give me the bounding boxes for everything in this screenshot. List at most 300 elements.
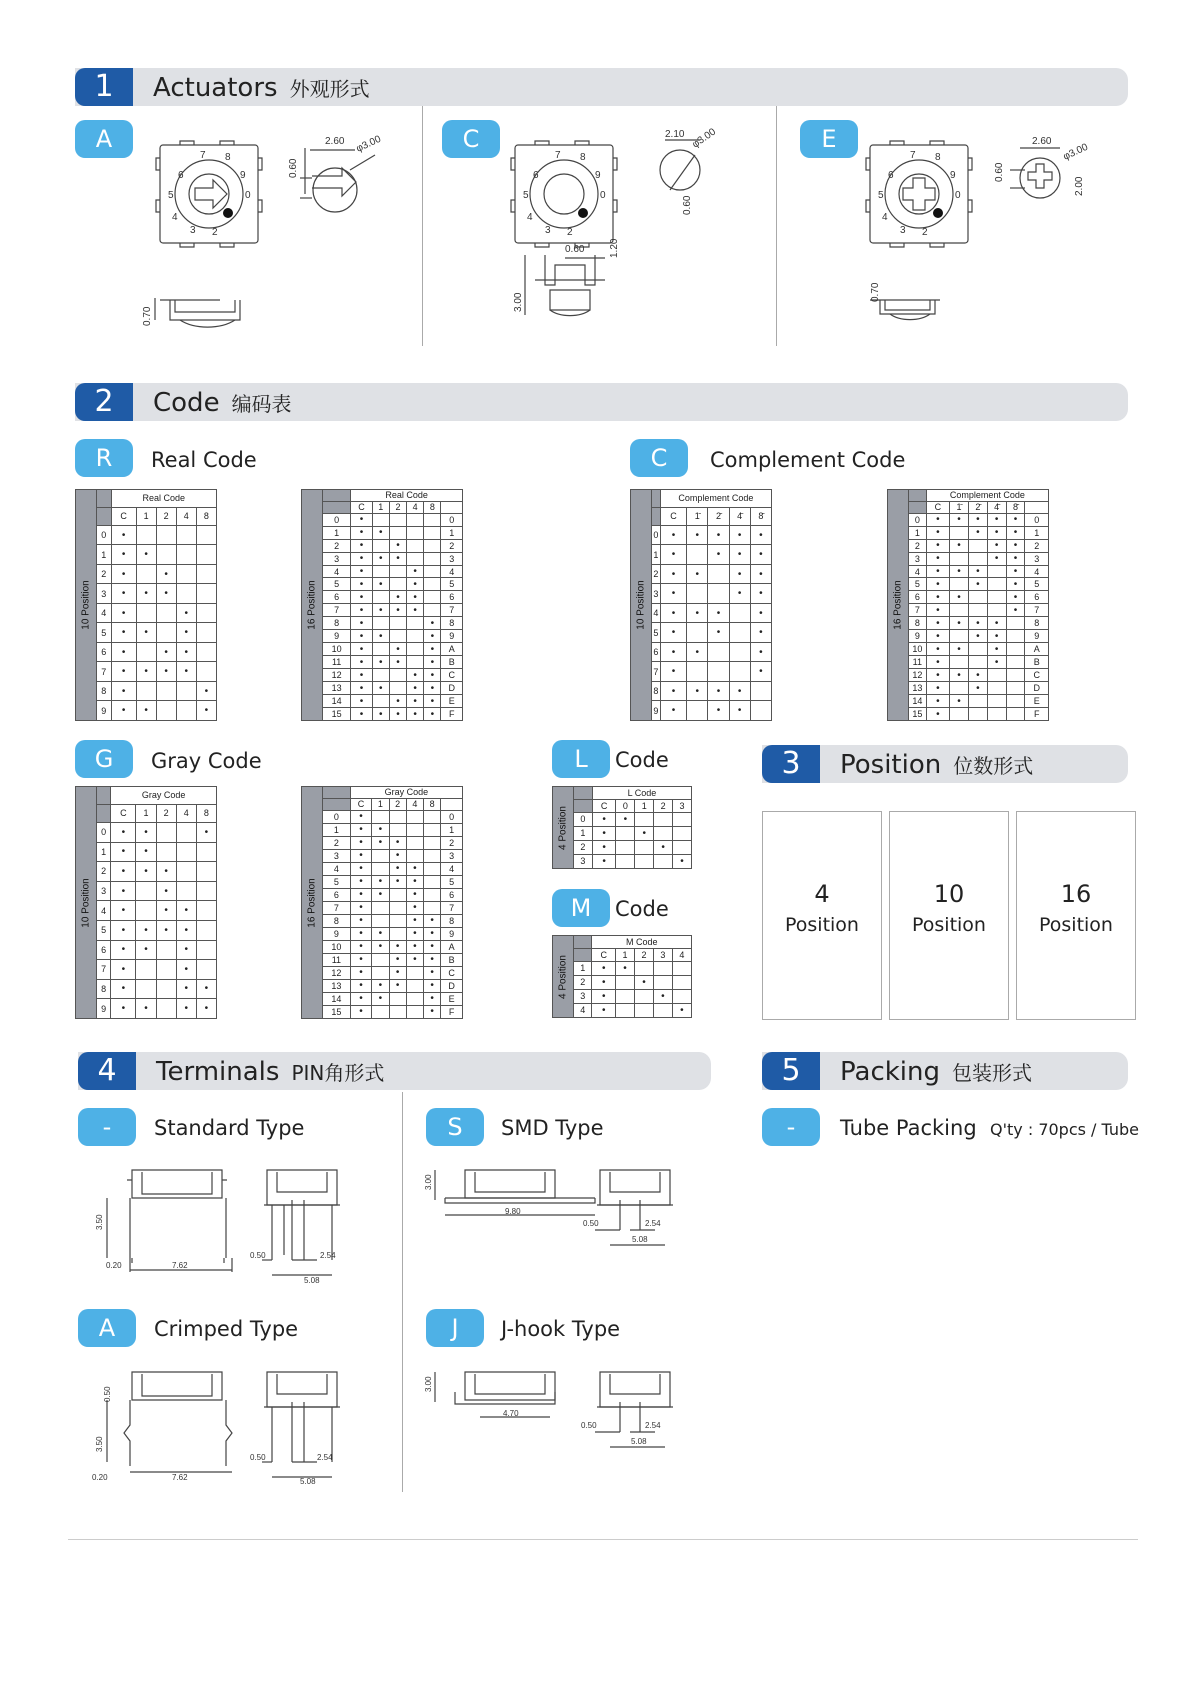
code-cell: •: [372, 656, 389, 669]
code-cell: •: [406, 953, 423, 966]
code-cell: •: [926, 656, 949, 669]
row-label: 14: [323, 992, 351, 1005]
code-cell: [156, 979, 176, 999]
column-header: 3: [653, 948, 672, 961]
row-label: 5: [97, 920, 111, 940]
code-cell: •: [1006, 526, 1025, 539]
code-cell: •: [156, 920, 176, 940]
code-cell: [372, 914, 389, 927]
row-label: 7: [909, 604, 927, 617]
code-cell: [389, 669, 406, 682]
code-cell: [372, 810, 389, 823]
code-cell: •: [968, 617, 987, 630]
code-cell: •: [407, 708, 424, 721]
standard-type-drawing: [92, 1160, 372, 1285]
svg-text:0: 0: [600, 190, 606, 201]
code-cell: •: [987, 552, 1006, 565]
section-5-header: [762, 1052, 1128, 1090]
row-label: 8: [909, 617, 927, 630]
code-cell: [987, 604, 1006, 617]
row-label: 10: [323, 643, 351, 656]
code-cell: •: [968, 669, 987, 682]
row-label: 1: [574, 961, 592, 975]
code-cell: •: [176, 940, 196, 960]
code-cell: [372, 695, 389, 708]
row-hex-label: E: [441, 695, 463, 708]
table-title: Complement Code: [926, 490, 1048, 502]
column-header: 2: [654, 799, 673, 812]
divider: [402, 1092, 403, 1492]
code-cell: [407, 656, 424, 669]
code-cell: •: [111, 525, 136, 545]
code-cell: •: [156, 901, 176, 921]
code-cell: •: [196, 701, 216, 721]
code-cell: •: [708, 681, 729, 701]
code-cell: [136, 901, 156, 921]
code-cell: •: [750, 623, 771, 643]
code-cell: •: [687, 642, 708, 662]
row-label: 9: [323, 630, 351, 643]
code-cell: [423, 888, 440, 901]
code-cell: [406, 966, 423, 979]
code-cell: •: [654, 840, 673, 854]
row-label: 11: [323, 953, 351, 966]
code-cell: •: [111, 901, 136, 921]
svg-text:0.20: 0.20: [106, 1261, 122, 1270]
code-cell: •: [350, 927, 372, 940]
code-cell: •: [423, 966, 440, 979]
code-cell: •: [350, 810, 372, 823]
code-cell: •: [372, 875, 389, 888]
code-cell: •: [176, 960, 196, 980]
code-cell: •: [111, 681, 136, 701]
row-hex-label: A: [441, 643, 463, 656]
code-cell: •: [926, 617, 949, 630]
code-cell: [196, 564, 216, 584]
code-cell: •: [350, 1005, 372, 1018]
code-cell: •: [653, 989, 672, 1003]
code-cell: •: [926, 604, 949, 617]
column-header: 1: [372, 798, 389, 810]
code-cell: [673, 840, 692, 854]
column-header: 8: [196, 507, 216, 525]
code-cell: [372, 539, 389, 552]
m-code-label: Code: [615, 897, 669, 921]
code-cell: [672, 975, 691, 989]
code-cell: •: [111, 999, 136, 1019]
code-cell: •: [372, 979, 389, 992]
row-hex-label: C: [441, 669, 463, 682]
code-cell: •: [389, 862, 406, 875]
code-cell: [196, 881, 216, 901]
code-cell: [407, 539, 424, 552]
row-hex-label: 4: [441, 862, 463, 875]
code-cell: [389, 682, 406, 695]
column-header: C: [660, 507, 686, 525]
svg-text:0.50: 0.50: [103, 1386, 112, 1402]
code-cell: [616, 989, 635, 1003]
code-cell: •: [406, 862, 423, 875]
code-cell: [950, 526, 969, 539]
code-cell: •: [372, 630, 389, 643]
section-2-header: [75, 383, 1128, 421]
code-cell: •: [1006, 578, 1025, 591]
column-header: 4: [407, 501, 424, 513]
code-cell: •: [350, 823, 372, 836]
code-cell: •: [351, 682, 372, 695]
code-cell: •: [673, 854, 692, 868]
row-label: 1: [323, 823, 351, 836]
row-label: 1: [574, 826, 593, 840]
code-cell: [423, 823, 440, 836]
code-cell: •: [406, 875, 423, 888]
svg-text:4: 4: [172, 212, 178, 223]
side-label: [888, 490, 909, 721]
code-cell: •: [351, 708, 372, 721]
row-label: 12: [909, 669, 927, 682]
code-cell: [156, 681, 176, 701]
svg-text:5.08: 5.08: [300, 1477, 316, 1486]
row-label: 11: [323, 656, 351, 669]
svg-text:0.60: 0.60: [994, 162, 1005, 182]
code-cell: •: [423, 979, 440, 992]
row-label: 10: [323, 940, 351, 953]
side-label-text: 10 Position: [80, 580, 92, 630]
code-cell: •: [987, 526, 1006, 539]
code-cell: [968, 656, 987, 669]
code-cell: •: [1006, 539, 1025, 552]
code-cell: •: [926, 630, 949, 643]
row-hex-label: B: [441, 953, 463, 966]
code-cell: •: [635, 826, 654, 840]
code-cell: [389, 901, 406, 914]
code-cell: [196, 901, 216, 921]
svg-text:3: 3: [900, 225, 906, 236]
code-cell: •: [389, 695, 406, 708]
code-cell: •: [350, 953, 372, 966]
row-hex-label: 2: [441, 539, 463, 552]
code-cell: •: [729, 701, 750, 721]
code-cell: •: [351, 565, 372, 578]
code-cell: •: [660, 701, 686, 721]
code-cell: •: [672, 1003, 691, 1017]
svg-text:5.08: 5.08: [631, 1437, 647, 1446]
code-cell: [389, 927, 406, 940]
divider: [776, 106, 777, 346]
row-label: 11: [909, 656, 927, 669]
row-hex-label: A: [441, 940, 463, 953]
code-cell: •: [950, 695, 969, 708]
code-cell: [176, 881, 196, 901]
code-cell: •: [660, 603, 686, 623]
code-cell: [389, 565, 406, 578]
code-cell: •: [372, 604, 389, 617]
code-cell: •: [660, 681, 686, 701]
column-header: 4: [406, 798, 423, 810]
code-cell: [635, 854, 654, 868]
svg-text:2.54: 2.54: [320, 1251, 336, 1260]
column-header: 4: [176, 507, 196, 525]
column-header: 1: [136, 804, 156, 822]
code-cell: •: [750, 564, 771, 584]
tube-packing-label: Tube Packing Q'ty : 70pcs / Tube: [840, 1116, 1140, 1140]
row-label: 7: [97, 960, 111, 980]
code-cell: [136, 881, 156, 901]
code-cell: •: [423, 953, 440, 966]
code-cell: •: [660, 662, 686, 682]
code-cell: [987, 669, 1006, 682]
code-cell: •: [389, 643, 406, 656]
svg-text:2: 2: [922, 227, 928, 238]
code-cell: •: [950, 617, 969, 630]
svg-text:5: 5: [168, 190, 174, 201]
row-hex-label: 0: [441, 513, 463, 526]
code-cell: •: [176, 999, 196, 1019]
code-badge-c: C: [630, 439, 688, 477]
code-cell: [406, 810, 423, 823]
divider: [422, 106, 423, 346]
column-header: 1̄: [950, 501, 969, 513]
actuator-badge-c: C: [442, 120, 500, 158]
side-label-text: 10 Position: [80, 877, 92, 928]
code-cell: •: [926, 513, 949, 526]
code-cell: •: [950, 565, 969, 578]
row-label: 12: [323, 966, 351, 979]
row-label: 2: [574, 840, 593, 854]
code-cell: •: [423, 927, 440, 940]
row-hex-label: C: [441, 966, 463, 979]
code-cell: [136, 525, 156, 545]
svg-text:9: 9: [950, 170, 956, 181]
row-label: 15: [323, 708, 351, 721]
row-hex-label: 3: [441, 552, 463, 565]
row-hex-label: D: [441, 979, 463, 992]
code-cell: •: [407, 565, 424, 578]
code-cell: •: [407, 578, 424, 591]
code-cell: •: [389, 875, 406, 888]
code-cell: [616, 1003, 635, 1017]
code-cell: •: [350, 940, 372, 953]
column-header: 2: [156, 804, 176, 822]
column-header: 2: [389, 501, 406, 513]
row-label: 8: [652, 681, 661, 701]
row-hex-label: 2: [1025, 539, 1049, 552]
column-header: 4: [176, 804, 196, 822]
code-cell: [196, 642, 216, 662]
svg-text:0.20: 0.20: [92, 1473, 108, 1482]
code-cell: •: [111, 960, 136, 980]
code-cell: [406, 849, 423, 862]
side-label: [631, 490, 652, 721]
complement-code-16-table: [887, 489, 1049, 721]
code-cell: •: [406, 901, 423, 914]
section-number: 3: [762, 745, 820, 783]
code-cell: [1006, 695, 1025, 708]
code-cell: [616, 854, 635, 868]
code-cell: [196, 545, 216, 565]
blank-cell: [1025, 501, 1049, 513]
row-label: 3: [97, 584, 112, 604]
code-badge-r: R: [75, 439, 133, 477]
code-cell: •: [987, 539, 1006, 552]
actuator-e-drawing: [860, 130, 1120, 355]
row-label: 6: [909, 591, 927, 604]
code-cell: •: [423, 914, 440, 927]
code-cell: •: [389, 656, 406, 669]
code-cell: •: [156, 881, 176, 901]
blank-cell: [323, 501, 351, 513]
column-header: 4̄: [987, 501, 1006, 513]
code-cell: •: [407, 682, 424, 695]
code-cell: [687, 662, 708, 682]
row-label: 8: [323, 914, 351, 927]
code-cell: [424, 539, 441, 552]
code-cell: [389, 617, 406, 630]
row-hex-label: 5: [1025, 578, 1049, 591]
side-label-text: 4 Position: [557, 805, 569, 850]
code-cell: •: [729, 545, 750, 565]
code-cell: •: [176, 920, 196, 940]
blank-cell: [97, 787, 111, 805]
row-label: 5: [323, 578, 351, 591]
code-cell: •: [111, 842, 136, 862]
row-label: 4: [574, 1003, 592, 1017]
code-cell: •: [372, 992, 389, 1005]
code-cell: [968, 591, 987, 604]
row-hex-label: C: [1025, 669, 1049, 682]
code-cell: •: [423, 940, 440, 953]
svg-text:0.60: 0.60: [565, 244, 585, 255]
blank-cell: [323, 787, 351, 799]
code-cell: •: [592, 826, 616, 840]
side-label: [302, 787, 323, 1019]
column-header: 8: [423, 798, 440, 810]
code-cell: [156, 545, 176, 565]
blank-cell: [652, 490, 661, 508]
column-header: C: [111, 804, 136, 822]
footer-divider: [68, 1539, 1138, 1540]
code-cell: [196, 603, 216, 623]
svg-text:7: 7: [200, 150, 206, 161]
section-number: 5: [762, 1052, 820, 1090]
code-cell: •: [708, 603, 729, 623]
side-label: [553, 936, 574, 1018]
code-cell: [729, 642, 750, 662]
code-cell: •: [372, 927, 389, 940]
side-label: [553, 787, 574, 869]
code-cell: •: [750, 662, 771, 682]
svg-text:9: 9: [240, 170, 246, 181]
code-cell: •: [950, 591, 969, 604]
code-cell: [423, 810, 440, 823]
code-cell: •: [750, 584, 771, 604]
row-label: 5: [652, 623, 661, 643]
code-cell: •: [196, 681, 216, 701]
column-header: 2: [389, 798, 406, 810]
code-cell: •: [406, 888, 423, 901]
code-cell: [708, 662, 729, 682]
row-label: 7: [97, 662, 112, 682]
blank-cell: [441, 798, 463, 810]
code-cell: •: [424, 656, 441, 669]
code-cell: •: [424, 643, 441, 656]
code-cell: •: [660, 525, 686, 545]
code-cell: •: [350, 992, 372, 1005]
row-label: 5: [909, 578, 927, 591]
svg-text:7.62: 7.62: [172, 1261, 188, 1270]
code-cell: [708, 564, 729, 584]
code-cell: •: [687, 603, 708, 623]
code-cell: •: [389, 979, 406, 992]
svg-text:2: 2: [567, 227, 573, 238]
code-cell: •: [111, 822, 136, 842]
code-cell: •: [156, 584, 176, 604]
code-cell: •: [389, 836, 406, 849]
l-code-table: [552, 786, 692, 869]
row-label: 1: [323, 526, 351, 539]
code-cell: •: [968, 682, 987, 695]
gray-code-10-table: [75, 786, 217, 1019]
code-cell: [424, 526, 441, 539]
code-cell: [176, 525, 196, 545]
svg-text:0.70: 0.70: [870, 282, 881, 302]
blank-cell: [574, 787, 593, 800]
actuator-badge-a: A: [75, 120, 133, 158]
row-label: 1: [97, 842, 111, 862]
code-cell: •: [372, 708, 389, 721]
column-header: 1̄: [687, 507, 708, 525]
code-cell: [424, 604, 441, 617]
crimped-type-label: Crimped Type: [154, 1317, 299, 1341]
code-cell: •: [729, 584, 750, 604]
code-cell: [389, 513, 406, 526]
row-label: 0: [323, 810, 351, 823]
real-code-label: Real Code: [151, 448, 257, 472]
code-cell: •: [176, 642, 196, 662]
svg-text:7: 7: [555, 150, 561, 161]
code-cell: •: [136, 623, 156, 643]
code-cell: •: [968, 513, 987, 526]
row-hex-label: F: [1025, 708, 1049, 721]
blank-cell: [323, 490, 351, 502]
svg-text:0.60: 0.60: [682, 195, 693, 215]
code-cell: •: [926, 643, 949, 656]
table-title: Complement Code: [660, 490, 771, 508]
code-cell: [156, 623, 176, 643]
code-cell: •: [156, 862, 176, 882]
code-cell: •: [111, 940, 136, 960]
table-title: Gray Code: [111, 787, 217, 805]
code-cell: [654, 812, 673, 826]
code-cell: •: [111, 564, 136, 584]
row-label: 4: [652, 603, 661, 623]
row-hex-label: 1: [1025, 526, 1049, 539]
row-hex-label: 9: [441, 927, 463, 940]
code-cell: •: [196, 999, 216, 1019]
code-cell: •: [407, 669, 424, 682]
row-label: 9: [97, 701, 112, 721]
row-label: 6: [323, 591, 351, 604]
code-cell: •: [950, 643, 969, 656]
row-label: 1: [652, 545, 661, 565]
row-label: 4: [97, 901, 111, 921]
code-cell: •: [708, 545, 729, 565]
code-cell: [176, 701, 196, 721]
code-cell: •: [372, 552, 389, 565]
code-cell: •: [750, 525, 771, 545]
code-cell: [407, 643, 424, 656]
code-cell: •: [111, 545, 136, 565]
